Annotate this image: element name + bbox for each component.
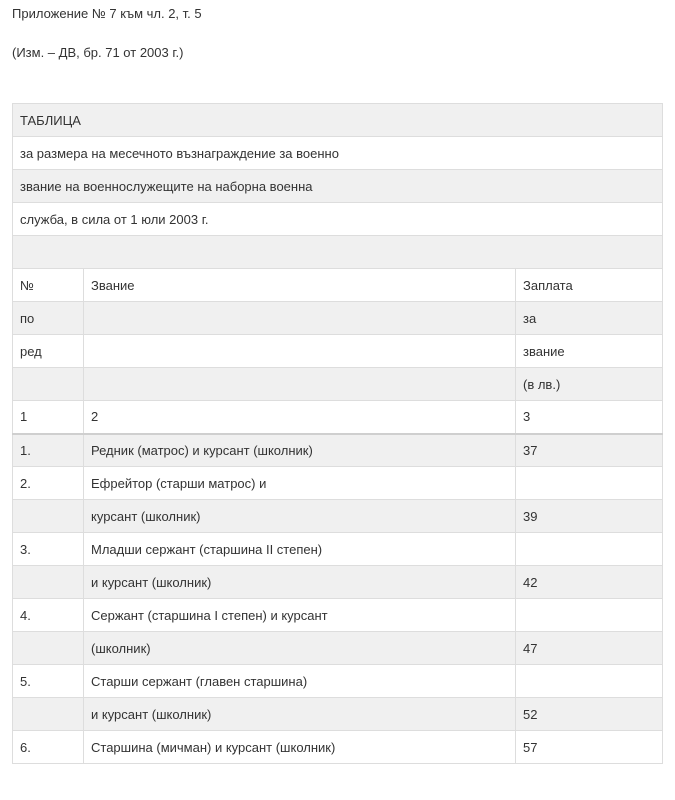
salary-cell: 57 xyxy=(516,731,663,764)
table-row xyxy=(13,698,663,731)
caption-row xyxy=(13,203,663,236)
table-row xyxy=(13,500,663,533)
salary-cell xyxy=(516,599,663,632)
salary-cell: 39 xyxy=(516,500,663,533)
table-row xyxy=(13,434,663,467)
rank-cell xyxy=(84,335,516,368)
salary-cell xyxy=(516,533,663,566)
row-number-cell xyxy=(13,632,84,665)
rank-cell: Старшина (мичман) и курсант (школник) xyxy=(84,731,516,764)
salary-cell: 47 xyxy=(516,632,663,665)
table-row xyxy=(13,335,663,368)
table-row xyxy=(13,533,663,566)
row-number-cell xyxy=(13,368,84,401)
salary-cell: 3 xyxy=(516,401,663,434)
caption-row xyxy=(13,236,663,269)
caption-cell: за размера на месечното възнаграждение за военно xyxy=(13,137,663,170)
rank-cell: и курсант (школник) xyxy=(84,698,516,731)
rank-cell: и курсант (школник) xyxy=(84,566,516,599)
amendment-note: (Изм. – ДВ, бр. 71 от 2003 г.) xyxy=(12,45,184,60)
caption-cell: служба, в сила от 1 юли 2003 г. xyxy=(13,203,663,236)
rank-cell: Редник (матрос) и курсант (школник) xyxy=(84,434,516,467)
rank-cell: Старши сержант (главен старшина) xyxy=(84,665,516,698)
salary-cell: за xyxy=(516,302,663,335)
salary-cell: Заплата xyxy=(516,269,663,302)
row-number-cell: ред xyxy=(13,335,84,368)
caption-cell xyxy=(13,236,663,269)
row-number-cell: 5. xyxy=(13,665,84,698)
row-number-cell xyxy=(13,698,84,731)
table-row xyxy=(13,302,663,335)
rank-cell: Ефрейтор (старши матрос) и xyxy=(84,467,516,500)
caption-cell: звание на военнослужещите на наборна военна xyxy=(13,170,663,203)
caption-row xyxy=(13,104,663,137)
annex-title: Приложение № 7 към чл. 2, т. 5 xyxy=(12,6,202,21)
table-row xyxy=(13,269,663,302)
table-row xyxy=(13,467,663,500)
salary-table xyxy=(12,103,663,764)
caption-row xyxy=(13,137,663,170)
row-number-cell: 1. xyxy=(13,434,84,467)
rank-cell: курсант (школник) xyxy=(84,500,516,533)
rank-cell xyxy=(84,368,516,401)
table-row xyxy=(13,401,663,434)
rank-cell: 2 xyxy=(84,401,516,434)
salary-cell: 37 xyxy=(516,434,663,467)
row-number-cell: 1 xyxy=(13,401,84,434)
table-row xyxy=(13,599,663,632)
rank-cell: Звание xyxy=(84,269,516,302)
rank-cell: Младши сержант (старшина II степен) xyxy=(84,533,516,566)
table-row xyxy=(13,731,663,764)
row-number-cell: 3. xyxy=(13,533,84,566)
salary-cell: (в лв.) xyxy=(516,368,663,401)
row-number-cell: № xyxy=(13,269,84,302)
caption-row xyxy=(13,170,663,203)
row-number-cell: по xyxy=(13,302,84,335)
salary-cell xyxy=(516,665,663,698)
salary-cell: звание xyxy=(516,335,663,368)
row-number-cell xyxy=(13,566,84,599)
table-row xyxy=(13,368,663,401)
row-number-cell xyxy=(13,500,84,533)
salary-cell: 52 xyxy=(516,698,663,731)
salary-cell: 42 xyxy=(516,566,663,599)
rank-cell: (школник) xyxy=(84,632,516,665)
table-row xyxy=(13,632,663,665)
table-row xyxy=(13,566,663,599)
table-row xyxy=(13,665,663,698)
row-number-cell: 4. xyxy=(13,599,84,632)
rank-cell xyxy=(84,302,516,335)
rank-cell: Сержант (старшина I степен) и курсант xyxy=(84,599,516,632)
salary-cell xyxy=(516,467,663,500)
row-number-cell: 6. xyxy=(13,731,84,764)
caption-cell: ТАБЛИЦА xyxy=(13,104,663,137)
row-number-cell: 2. xyxy=(13,467,84,500)
